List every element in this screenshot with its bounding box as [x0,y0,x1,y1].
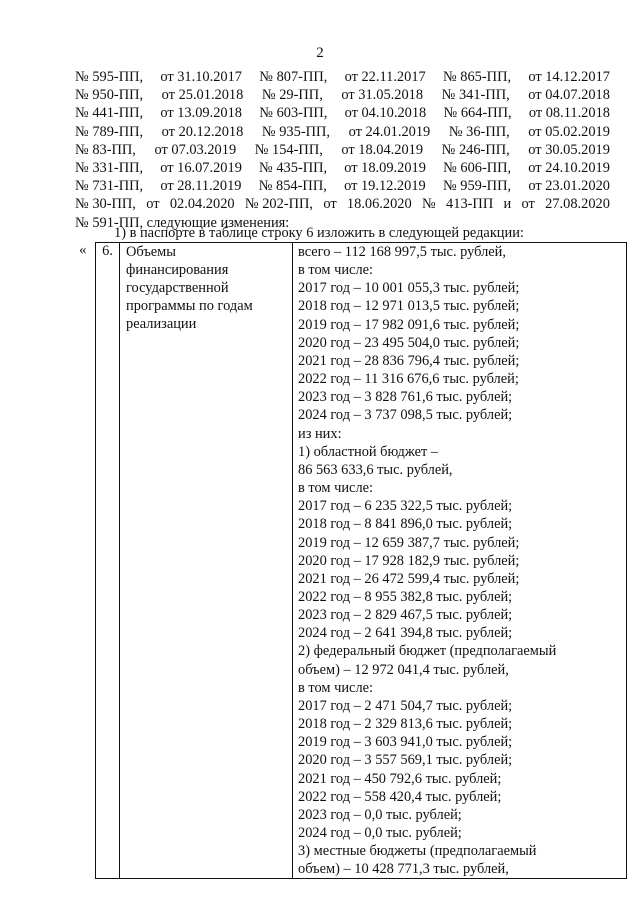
intro-token: от 05.02.2019 [528,123,610,140]
value-line: 2021 год – 450 792,6 тыс. рублей; [298,770,502,787]
intro-line [75,104,610,122]
intro-token: от 13.09.2018 [160,105,242,122]
row-number-cell: 6. [96,243,120,879]
row-value-cell [293,243,627,879]
intro-token: от [521,196,535,213]
intro-token: 02.04.2020 [169,196,235,213]
intro-token: № 30-ПП, [75,196,136,213]
row-name-line: Объемы [126,244,176,260]
value-line: 2019 год – 12 659 387,7 тыс. рублей; [298,534,520,551]
intro-token: от 20.12.2018 [161,123,244,140]
value-line: 2022 год – 11 316 676,6 тыс. рублей; [298,371,519,388]
row-name-line: финансирования [126,262,229,279]
intro-token: от 18.04.2019 [341,141,424,158]
value-line: всего – 112 168 997,5 тыс. рублей, [298,244,506,260]
value-line: в том числе: [298,262,374,279]
intro-token: от 16.07.2019 [160,160,242,177]
intro-token: № 83-ПП, [75,141,136,158]
value-line: 2020 год – 3 557 569,1 тыс. рублей; [298,752,513,769]
intro-line [75,159,610,177]
intro-token: и [503,196,512,213]
value-line: 2023 год – 2 829 467,5 тыс. рублей; [298,607,513,624]
intro-token: от 28.11.2019 [160,178,242,195]
row-name-line: государственной [126,280,229,297]
intro-token: № 441-ПП, [75,105,144,122]
intro-line [75,86,610,104]
intro-token: № 331-ПП, [75,160,144,177]
intro-token: № 854-ПП, [258,178,327,195]
intro-paragraph [75,68,610,232]
passport-table [95,242,627,879]
intro-token: № 154-ПП, [254,141,323,158]
value-line: 2024 год – 0,0 тыс. рублей; [298,825,462,841]
value-line: 2021 год – 28 836 796,4 тыс. рублей; [298,352,520,369]
row-name-cell [120,243,293,879]
page-number: 2 [316,45,324,61]
intro-token: от 31.10.2017 [160,69,242,85]
value-line: объем) – 10 428 771,3 тыс. рублей, [298,861,509,878]
intro-token: от 18.09.2019 [344,160,426,177]
intro-token: от 24.01.2019 [348,123,431,140]
intro-token: № 603-ПП, [259,105,328,122]
intro-token: № [422,196,436,213]
value-line: 2019 год – 17 982 091,6 тыс. рублей; [298,316,520,333]
value-line: 1) областной бюджет – [298,443,439,460]
intro-token: № 935-ПП, [261,123,330,140]
intro-token: № 950-ПП, [75,87,144,104]
intro-token: от 23.01.2020 [528,178,610,195]
intro-token: от 04.10.2018 [344,105,427,122]
value-line: объем) – 12 972 041,4 тыс. рублей, [298,661,509,678]
value-line: 2023 год – 0,0 тыс. рублей; [298,806,462,823]
intro-token: № 959-ПП, [442,178,512,195]
intro-token: № 595-ПП, [75,69,144,85]
intro-token: от 24.10.2019 [528,160,610,177]
value-line: 2019 год – 3 603 941,0 тыс. рублей; [298,734,513,751]
value-line: 2024 год – 3 737 098,5 тыс. рублей; [298,407,513,424]
item-1-text: 1) в паспорте в таблице строку 6 изложить в следующей редакции: [114,225,524,241]
opening-quote: « [79,242,87,258]
value-line: 3) местные бюджеты (предполагаемый [298,843,537,860]
intro-token: от [146,196,160,213]
intro-token: № 789-ПП, [75,123,144,140]
intro-token: от 25.01.2018 [161,87,244,104]
value-line: 2021 год – 26 472 599,4 тыс. рублей; [298,570,520,587]
intro-line [75,141,610,159]
intro-token: № 202-ПП, [244,196,313,213]
intro-token: от [323,196,337,213]
intro-line [75,195,610,213]
value-line: 86 563 633,6 тыс. рублей, [298,461,453,478]
row-name-line: реализации [126,316,197,333]
intro-token: № 36-ПП, [448,123,510,140]
intro-token: от 30.05.2019 [528,141,610,158]
intro-token: 27.08.2020 [545,196,610,213]
value-line: 2020 год – 23 495 504,0 тыс. рублей; [298,334,520,351]
value-line: 2023 год – 3 828 761,6 тыс. рублей; [298,389,513,406]
value-line: 2017 год – 6 235 322,5 тыс. рублей; [298,498,513,515]
value-line: 2018 год – 2 329 813,6 тыс. рублей; [298,716,513,733]
intro-token: от 04.07.2018 [528,87,610,104]
intro-token: № 246-ПП, [441,141,510,158]
value-line: 2022 год – 558 420,4 тыс. рублей; [298,788,502,805]
intro-token: № 341-ПП, [441,87,510,104]
value-line: 2024 год – 2 641 394,8 тыс. рублей; [298,625,513,642]
intro-token: от 08.11.2018 [528,105,610,122]
value-line: 2020 год – 17 928 182,9 тыс. рублей; [298,552,520,569]
intro-last-line: № 591-ПП, следующие изменения: [75,214,290,231]
intro-token: от 07.03.2019 [154,141,237,158]
intro-token: 413-ПП [446,196,494,213]
value-line: 2018 год – 8 841 896,0 тыс. рублей; [298,516,513,533]
intro-line [75,177,610,195]
value-line: в том числе: [298,480,374,497]
value-line: 2018 год – 12 971 013,5 тыс. рублей; [298,298,520,315]
intro-token: № 606-ПП, [443,160,512,177]
table-row [96,243,627,879]
value-line: в том числе: [298,679,374,696]
intro-token: № 865-ПП, [442,69,512,85]
intro-token: от 22.11.2017 [344,69,426,85]
value-line: 2022 год – 8 955 382,8 тыс. рублей; [298,588,513,605]
intro-token: № 435-ПП, [259,160,328,177]
intro-token: № 664-ПП, [443,105,512,122]
intro-rows [75,68,610,214]
row-name-line: программы по годам [126,298,253,315]
value-line: 2) федеральный бюджет (предполагаемый [298,643,557,660]
intro-token: от 31.05.2018 [341,87,424,104]
intro-line [75,68,610,86]
intro-token: от 19.12.2019 [344,178,426,195]
value-line: из них: [298,425,342,442]
intro-line [75,123,610,141]
value-line: 2017 год – 10 001 055,3 тыс. рублей; [298,280,520,297]
intro-token: № 29-ПП, [261,87,323,104]
intro-token: № 731-ПП, [75,178,144,195]
intro-token: от 14.12.2017 [528,69,610,85]
intro-token: № 807-ПП, [259,69,328,85]
intro-token: 18.06.2020 [346,196,412,213]
value-line: 2017 год – 2 471 504,7 тыс. рублей; [298,697,513,714]
